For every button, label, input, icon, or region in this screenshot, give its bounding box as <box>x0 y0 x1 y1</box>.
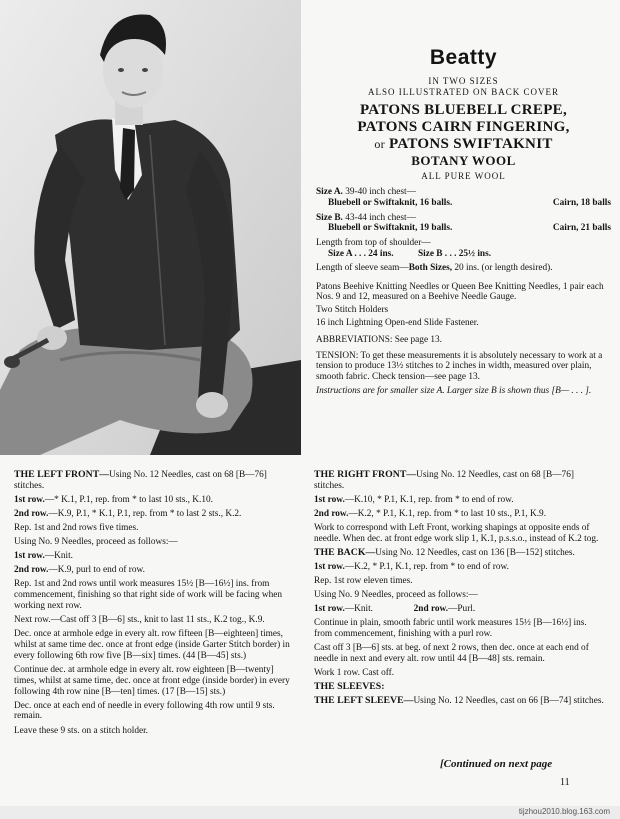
sleeve-pre: Length of sleeve seam— <box>316 262 409 273</box>
pattern-header <box>316 46 611 397</box>
yarn-line-1: PATONS BLUEBELL CREPE, <box>359 102 568 118</box>
lf-p6-text: —K.9, purl to end of row. <box>48 565 145 576</box>
also-illustrated-line: ALSO ILLUSTRATED ON BACK COVER <box>367 87 559 97</box>
rc-p1-text: —K.10, * P.1, K.1, rep. from * to end of row. <box>344 494 514 505</box>
continued-note: [Continued on next page <box>440 758 553 770</box>
left-front-column <box>14 470 297 740</box>
lf-p0-label: THE LEFT FRONT— <box>14 469 110 480</box>
length-size-b: Size B . . . 25½ ins. <box>417 248 492 259</box>
rc-p2-text: —K.2, * P.1, K.1, rep. from * to last 10 sts., P.1, K.9. <box>348 508 547 519</box>
lf-p0 <box>14 470 297 492</box>
size-b-chest: 43-44 inch chest— <box>345 212 416 223</box>
size-a-line <box>316 187 611 198</box>
right-column <box>314 470 604 711</box>
yarn-line-3 <box>316 136 611 153</box>
size-b-balls <box>316 223 611 234</box>
back-row2-text: —Purl. <box>448 604 476 615</box>
man-in-cardigan-illustration <box>0 0 301 455</box>
lf-p7 <box>14 579 297 611</box>
fastener-text: 16 inch Lightning Open-end Slide Fastener. <box>316 317 479 328</box>
back-row1-label: 1st row. <box>314 604 345 615</box>
model-photo <box>0 0 301 455</box>
rc-p5-label: 1st row. <box>314 562 345 573</box>
lf-p8-text: Next row.—Cast off 3 [B—6] sts., knit to last 11 sts., K.2 tog., K.9. <box>14 615 265 626</box>
sleeve-length <box>316 263 611 274</box>
rc-p9 <box>314 643 604 665</box>
rc-p11 <box>314 682 604 693</box>
lf-p3-text: Rep. 1st and 2nd rows five times. <box>14 523 139 534</box>
rc-p12-text: Using No. 12 Needles, cast on 66 [B—74] stitches. <box>413 696 604 707</box>
back-row2-label: 2nd row. <box>413 604 449 615</box>
size-b-bluebell: Bluebell or Swiftaknit, 19 balls. <box>328 223 453 234</box>
rc-p0 <box>314 470 604 492</box>
lf-p5-text: —Knit. <box>44 551 73 562</box>
rc-p3-text: Work to correspond with Left Front, working shapings at opposite ends of needle. When dec. at front edge work slip 1, K.1, p.s.s.o., instead of K.2 tog. <box>314 523 599 544</box>
needles-text: Patons Beehive Knitting Needles or Queen Bee Knitting Needles, 1 pair each Nos. 9 and 12, measured on a Beehive Needle Gauge. <box>316 281 604 303</box>
rc-p10 <box>314 668 604 679</box>
lf-p12 <box>14 726 297 737</box>
instructions-note: Instructions are for smaller size A. Larger size B is shown thus [B— . . . ]. <box>316 385 592 396</box>
rc-p8 <box>314 618 604 640</box>
yarn-or: or <box>374 137 385 151</box>
lf-p0-text: Using No. 12 Needles, cast on 68 [B—76] stitches. <box>14 470 267 491</box>
rc-p7-text: Using No. 9 Needles, proceed as follows:— <box>314 590 478 601</box>
sleeve-post: 20 ins. (or length desired). <box>454 262 553 273</box>
size-a-chest: 39-40 inch chest— <box>345 187 416 197</box>
lf-p1 <box>14 495 297 506</box>
rc-p6 <box>314 576 604 587</box>
rc-p0-label: THE RIGHT FRONT— <box>314 469 417 480</box>
size-b-line <box>316 213 611 224</box>
lf-p11 <box>14 701 297 723</box>
lf-p9-text: Dec. once at armhole edge in every alt. row fifteen [B—eighteen] times, whilst at same time dec. once at front edge (inside Garter Stitch border) in every following 6th row five [B—six] times. (44 [B—45] sts.) <box>14 629 290 661</box>
lf-p2 <box>14 509 297 520</box>
sizes-line: IN TWO SIZES <box>428 76 499 86</box>
rc-p6-text: Rep. 1st row eleven times. <box>314 576 413 587</box>
rc-p12-label: THE LEFT SLEEVE— <box>314 695 414 707</box>
rc-p11-label: THE SLEEVES: <box>314 681 385 693</box>
rc-p5-text: —K.2, * P.1, K.1, rep. from * to end of row. <box>344 562 509 573</box>
lf-p1-label: 1st row. <box>14 494 45 505</box>
lf-p12-text: Leave these 9 sts. on a stitch holder. <box>14 725 148 736</box>
holders-text: Two Stitch Holders <box>316 305 389 316</box>
length-label: Length from top of shoulder— <box>316 238 431 249</box>
yarn-line-2: PATONS CAIRN FINGERING, <box>357 119 570 135</box>
length-values <box>316 249 611 260</box>
rc-p4 <box>314 548 604 559</box>
page-number: 11 <box>560 777 570 788</box>
rc-p1-label: 1st row. <box>314 494 345 505</box>
lf-p4 <box>14 537 297 548</box>
sleeve-bold: Both Sizes, <box>408 262 453 273</box>
rc-p12 <box>314 696 604 707</box>
back-row1-text: —Knit. <box>344 604 373 615</box>
lf-p10 <box>14 665 297 697</box>
lf-p7-text: Rep. 1st and 2nd rows until work measures 15½ [B—16½] ins. from commencement, finishing so that right side of work will be facing when working next row. <box>14 579 282 612</box>
lf-p3 <box>14 523 297 534</box>
yarn-swiftaknit: PATONS SWIFTAKNIT <box>389 136 553 152</box>
rc-p0-text: Using No. 12 Needles, cast on 68 [B—76] stitches. <box>314 470 574 491</box>
rc-p2 <box>314 509 604 520</box>
pattern-title: Beatty <box>429 46 498 69</box>
lf-p2-label: 2nd row. <box>14 508 49 519</box>
size-a-cairn: Cairn, 18 balls <box>552 197 611 208</box>
watermark: tijzhou2010.blog.163.com <box>518 807 610 816</box>
lf-p6 <box>14 565 297 576</box>
lf-p6-label: 2nd row. <box>14 565 49 576</box>
size-a-bluebell: Bluebell or Swiftaknit, 16 balls. <box>328 197 453 208</box>
rc-p9-text: Cast off 3 [B—6] sts. at beg. of next 2 rows, then dec. once at each end of needle in next and every alt. row until 44 [B—48] sts. remain. <box>314 643 589 665</box>
rc-p4-text: Using No. 12 Needles, cast on 136 [B—152] stitches. <box>375 547 575 558</box>
size-a-label: Size A. <box>316 187 343 197</box>
lf-p5 <box>14 551 297 562</box>
rc-p1 <box>314 495 604 506</box>
rc-p2-label: 2nd row. <box>314 508 349 519</box>
lf-p4-text: Using No. 9 Needles, proceed as follows:— <box>14 537 178 548</box>
rc-p8-text: Continue in plain, smooth fabric until work measures 15½ [B—16½] ins. from commencement, finishing with a purl row. <box>314 618 587 640</box>
yarn-line-4: BOTANY WOOL <box>411 153 516 168</box>
lf-p11-text: Dec. once at each end of needle in every following 4th row until 9 sts. remain. <box>14 700 275 722</box>
lf-p10-text: Continue dec. at armhole edge in every alt. row eighteen [B—twenty] times, whilst at same time, dec. once at front edge (inside border) in every following 4th row nine [B—ten] times. (17 [B—15] sts.) <box>14 664 290 697</box>
tension-text: TENSION: To get these measurements it is absolutely necessary to work at a tension to produce 13½ stitches to 2 inches in width, measured over plain, smooth fabric. Check tension—see page 13. <box>316 350 603 383</box>
rc-p5 <box>314 562 604 573</box>
size-a-balls <box>316 198 611 209</box>
size-b-cairn: Cairn, 21 balls <box>552 223 611 234</box>
lf-p8 <box>14 615 297 626</box>
lf-p1-text: —* K.1, P.1, rep. from * to last 10 sts., K.10. <box>44 494 213 505</box>
back-rows <box>314 604 604 615</box>
rc-p3 <box>314 523 604 545</box>
length-size-a: Size A . . . 24 ins. <box>328 248 394 259</box>
size-b-label: Size B. <box>316 212 343 223</box>
rc-p10-text: Work 1 row. Cast off. <box>314 668 395 679</box>
all-pure-wool: ALL PURE WOOL <box>421 171 506 181</box>
rc-p7 <box>314 590 604 601</box>
lf-p2-text: —K.9, P.1, * K.1, P.1, rep. from * to last 2 sts., K.2. <box>48 508 242 519</box>
lf-p5-label: 1st row. <box>14 551 45 562</box>
rc-p4-label: THE BACK— <box>314 546 376 558</box>
abbreviations-text: ABBREVIATIONS: See page 13. <box>316 334 443 345</box>
lf-p9 <box>14 629 297 661</box>
